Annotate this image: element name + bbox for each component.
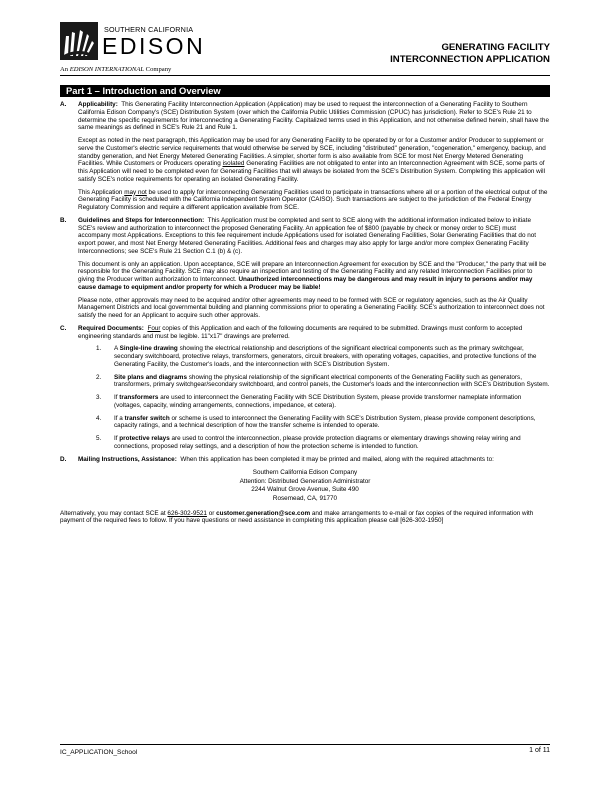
- section-b-paragraph-1: Guidelines and Steps for Interconnection: This Application must be completed and sent to SCE along with the additional information indicated below to initiate SCE's review and authorization to interconnect the proposed Generating Facility. An application fee of $800 (payable by check or money order to SCE) must accompany most Applications. Exceptions to this fee requirement include Applications used for isolated Generating Facilities, Solar Generating Facilities that do not export power, and most Net Energy Metered Generating Facilities. Additional fees and charges may also apply for large and/or more complex Generating Facility Interconnections; see SCE's Rule 21 Section C.1 (b) & (c).: [78, 216, 537, 255]
- header-divider: [60, 75, 550, 76]
- document-title: [300, 42, 550, 66]
- document-body: [60, 101, 550, 525]
- logo-subtitle: SOUTHERN CALIFORNIA: [104, 25, 194, 34]
- logo-name: EDISON: [102, 33, 206, 59]
- section-letter: A.: [60, 101, 67, 108]
- section-a-paragraph-2: Except as noted in the next paragraph, this Application may be used for any Generating Facility to be operated by or for a Customer and/or Producer to supplement or serve the Customer's electric service requirements that would otherwise be served by SCE, including "distributed" generation, "cogeneration," emergency, backup, and standby generation, and Net Energy Metered Generating Facilities. A simpler, shorter form is also available from SCE for most Net Energy Metered Generating Facilities. While Customers or Producers operating isolated Generating Facilities are not obligated to enter into an Interconnection Agreement with SCE, some parts of this Application will need to be completed even for Generating Facilities that will always be isolated from the SCE's Distribution System. Completing this application will satisfy SCE's notice requirements for operating an isolated Generating Facility.: [78, 137, 546, 183]
- section-letter: B.: [60, 216, 67, 224]
- section-a: [60, 101, 550, 212]
- footer-divider: [60, 744, 550, 745]
- list-item: 1. A Single-line drawing showing the electrical relationship and descriptions of the significant electrical components such as the primary switchgear, secondary switchboard, protective relays, transformers, generators, circuit breakers, with operating voltages, capacities, and protective functions of the Generating Facility, the Customer's loads, and the interconnection with SCE's Distribution System.: [96, 345, 537, 368]
- section-d: [60, 456, 550, 464]
- section-letter: D.: [60, 455, 67, 463]
- title-line-2: INTERCONNECTION APPLICATION: [390, 54, 550, 65]
- list-item: 2. Site plans and diagrams showing the physical relationship of the significant electrical components of the Generating Facility such as generators, transformers, primary switchgear/secondary switchboard, and control panels, the Customer's loads and the interconnection with SCE's Distribution System.: [96, 373, 550, 389]
- contact-paragraph: Alternatively, you may contact SCE at 626-302-9521 or customer.generation@sce.com and make arrangements to e-mail or fax copies of the required information with payment of the required fees to follow. If you have questions or need assistance in completing this application please call [626-302-1950]: [60, 509, 534, 525]
- part-title-banner: Part 1 – Introduction and Overview: [60, 85, 550, 97]
- list-item: 3. If transformers are used to interconnect the Generating Facility with SCE Distribution System, please provide transformer nameplate information (voltages, capacity, winding arrangements, connections, impedance, et cetera).: [96, 394, 522, 409]
- warning-text: Unauthorized interconnections may be dangerous and may result in injury to persons and/or may cause damage to equipment and/or property for which a Producer may be liable!: [78, 276, 533, 291]
- footer-document-id: IC_APPLICATION_School: [60, 749, 138, 756]
- sunburst-logo-icon: [60, 22, 98, 60]
- title-line-1: GENERATING FACILITY: [441, 42, 550, 53]
- section-c-intro: Required Documents: Four copies of this Application and each of the following documents are required to be submitted. Drawings must conform to accepted engineering standards and must be legible. 11"x17" drawings are preferred.: [78, 324, 523, 340]
- section-a-paragraph-1: Applicability: This Generating Facility Interconnection Application (Application) may be used to request the interconnection of a Generating Facility to Southern California Edison Company's (SCE) Distribution System (over which the California Public Utilities Commission (CPUC) has jurisdiction). Refer to SCE's Rule 21 to determine the specific requirements for interconnecting a Generating Facility. Capitalized terms used in this Application, and not otherwise defined herein, shall have the same meanings as defined in SCE's Rule 21 and Rule 1.: [78, 101, 549, 132]
- phone-link[interactable]: 626-302-9521: [167, 509, 207, 517]
- section-a-paragraph-3: This Application may not be used to apply for interconnecting Generating Facilities used to participate in transactions where all or a portion of the electrical output of the Generating Facility is scheduled with the California Independent System Operator (CAISO). Such transactions are subject to the jurisdiction of the Federal Energy Regulatory Commission and require a different application available from SCE.: [78, 188, 548, 211]
- section-b-paragraph-3: Please note, other approvals may need to be acquired and/or other agreements may need to be formed with SCE or regulatory agencies, such as the Air Quality Management Districts and local governmental building and planning commissions prior to operating a Generating Facility. SCE's authorization to interconnect does not satisfy the need for an Applicant to acquire such other approvals.: [78, 296, 545, 319]
- mailing-address: [60, 469, 550, 503]
- email-link[interactable]: customer.generation@sce.com: [216, 509, 311, 517]
- address-line: Southern California Edison Company: [252, 469, 358, 477]
- address-line: Rosemead, CA, 91770: [272, 495, 338, 503]
- page-number: 1 of 11: [529, 747, 550, 754]
- section-b: [60, 217, 550, 320]
- address-line: Attention: Distributed Generation Administrator: [239, 477, 371, 485]
- logo-tagline: An EDISON INTERNATIONAL Company: [60, 66, 172, 73]
- section-c: [60, 325, 550, 451]
- address-line: 2244 Walnut Grove Avenue, Suite 490: [251, 486, 359, 494]
- list-item: 5. If protective relays are used to control the interconnection, please provide protection diagrams or elementary drawings showing relay wiring and connections, proposed relay settings, and a description of how the protection scheme is intended to function.: [96, 435, 521, 450]
- section-d-paragraph: Mailing Instructions, Assistance: When this application has been completed it may be printed and mailed, along with the required attachments to:: [78, 455, 494, 463]
- list-item: 4. If a transfer switch or scheme is used to interconnect the Generating Facility with SCE's Distribution System, please provide component descriptions, capacity ratings, and a technical description of how the transfer scheme is intended to operate.: [96, 414, 536, 430]
- section-b-paragraph-2: This document is only an application. Upon acceptance, SCE will prepare an Interconnection Agreement for execution by SCE and the "Producer," the party that will be responsible for the Generating Facility. SCE may also require an inspection and testing of the Generating Facility and any related Interconnection Facilities prior to giving the Producer written authorization to Interconnect. Unauthorized interconnections may be dangerous and may result in injury to persons and/or may cause damage to equipment and/or property for which a Producer may be liable!: [78, 260, 547, 291]
- sce-logo: [60, 22, 220, 78]
- section-letter: C.: [60, 324, 67, 332]
